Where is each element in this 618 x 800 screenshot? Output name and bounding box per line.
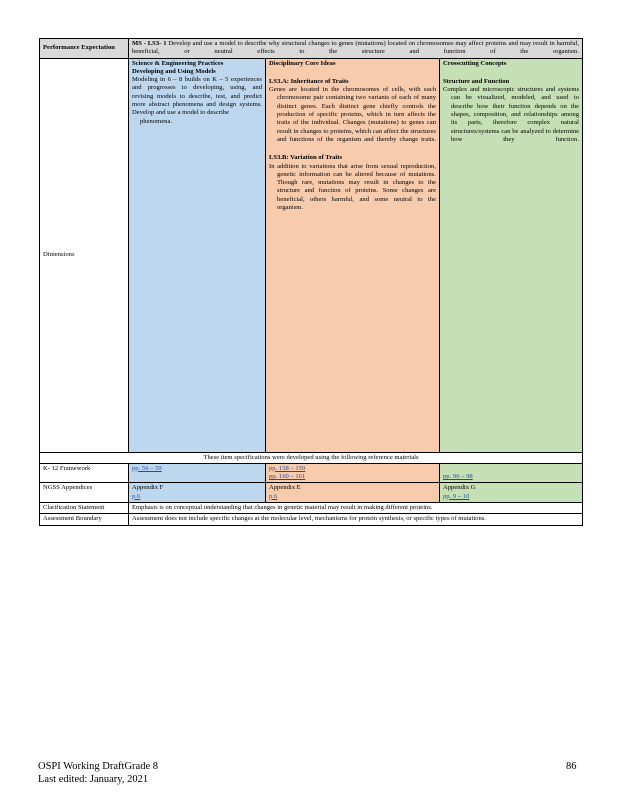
reference-note: These item specifications were developed using the following reference materials (40, 452, 583, 463)
ngss-row (40, 483, 583, 503)
ngss-ccc (440, 483, 583, 503)
performance-expectation-text: MS - LS3- 1 Develop and use a model to describe why structural changes to genes (mutations) located on chromosomes may affect proteins and may result in harmful, beneficial, or neutral effects to the structure and function of the organism. (129, 39, 583, 59)
assessment-text: Assessment does not include specific changes at the molecular level, mechanisms for protein synthesis, or specific types of mutations. (129, 514, 583, 525)
footer-edited: Last edited: January, 2021 (38, 774, 149, 785)
footer-draft: OSPI Working Draft (38, 761, 125, 772)
dci-text-ls3b: In addition to variations that arise from sexual reproduction, genetic information can be altered because of mutations. Though rare, mutations may result in changes to the structure and function of proteins. Some changes are beneficial, others harmful, and some neutral to the organism. (269, 162, 436, 212)
ngss-dci (266, 483, 440, 503)
ccc-bullet: Complex and microscopic structures and systems can be visualized, modeled, and used to describe how their function depends on the shapes, composition, and relationships among its parts, therefore complex natural structures/systems can be analyzed to determine how they function. (443, 86, 580, 143)
assessment-row (40, 514, 583, 525)
k12-ccc (440, 463, 583, 483)
clarification-label: Clarification Statement (40, 503, 129, 514)
k12-label: K- 12 Framework (40, 463, 129, 483)
ngss-dci-appendix: Appendix E (269, 484, 301, 492)
sep-subheader: Developing and Using Models (132, 67, 216, 75)
ngss-ccc-link[interactable]: pp. 9 – 10 (443, 492, 470, 500)
standards-table (39, 38, 583, 526)
ngss-ccc-appendix: Appendix G (443, 484, 476, 492)
clarification-row (40, 503, 583, 514)
k12-sep-link[interactable]: pp. 56 – 59 (132, 464, 162, 472)
ccc-cell (440, 58, 583, 452)
k12-dci (266, 463, 440, 483)
k12-dci-link-2[interactable]: pp. 160 – 161 (269, 473, 306, 481)
footer-left (38, 760, 158, 786)
page-number: 86 (566, 761, 577, 772)
footer-grade: Grade 8 (124, 761, 158, 772)
dci-header: Disciplinary Core Ideas (269, 59, 336, 67)
sep-cell (129, 58, 266, 452)
ngss-label: NGSS Appendices (40, 483, 129, 503)
clarification-text: Emphasis is on conceptual understanding that changes in genetic material may result in making different proteins. (129, 503, 583, 514)
dci-text-ls3a: Genes are located in the chromosomes of cells, with each chromosome pair containing two variants of each of many distinct genes. Each distinct gene chiefly controls the production of specific proteins, which in turn affects the traits of the individual. Changes (mutations) to genes can result in changes to proteins, which can affect the structures and functions of the organism and thereby change traits. (269, 86, 436, 143)
sep-intro: Modeling in 6 – 8 builds on K – 5 experiences and progresses to developing, using, and revising models to describe, test, and predict more abstract phenomena and design systems. (132, 76, 262, 109)
sep-header: Science & Engineering Practices (132, 59, 224, 67)
ccc-header: Crosscutting Concepts (443, 59, 507, 67)
dimensions-row (40, 58, 583, 452)
dci-sub-ls3a: LS3.A: Inheritance of Traits (269, 77, 349, 85)
ngss-dci-link[interactable]: p.6 (269, 492, 278, 500)
ngss-sep-link[interactable]: p.6 (132, 492, 141, 500)
performance-expectation-row (40, 39, 583, 59)
assessment-label: Assessment Boundary (40, 514, 129, 525)
k12-dci-link-1[interactable]: pp. 158 – 159 (269, 464, 306, 472)
ngss-sep (129, 483, 266, 503)
reference-note-row (40, 452, 583, 463)
dimensions-label: Dimensions (40, 58, 129, 452)
performance-expectation-label: Performance Expectation (40, 39, 129, 59)
sep-bullet: Develop and use a model to describe phenomena. (132, 109, 230, 125)
k12-sep (129, 463, 266, 483)
dci-cell (266, 58, 440, 452)
ngss-sep-appendix: Appendix F (132, 484, 164, 492)
ccc-subheader: Structure and Function (443, 77, 510, 85)
k12-row (40, 463, 583, 483)
dci-sub-ls3b: LS3.B: Variation of Traits (269, 154, 343, 162)
k12-ccc-link[interactable]: pp. 96 – 98 (443, 473, 473, 481)
